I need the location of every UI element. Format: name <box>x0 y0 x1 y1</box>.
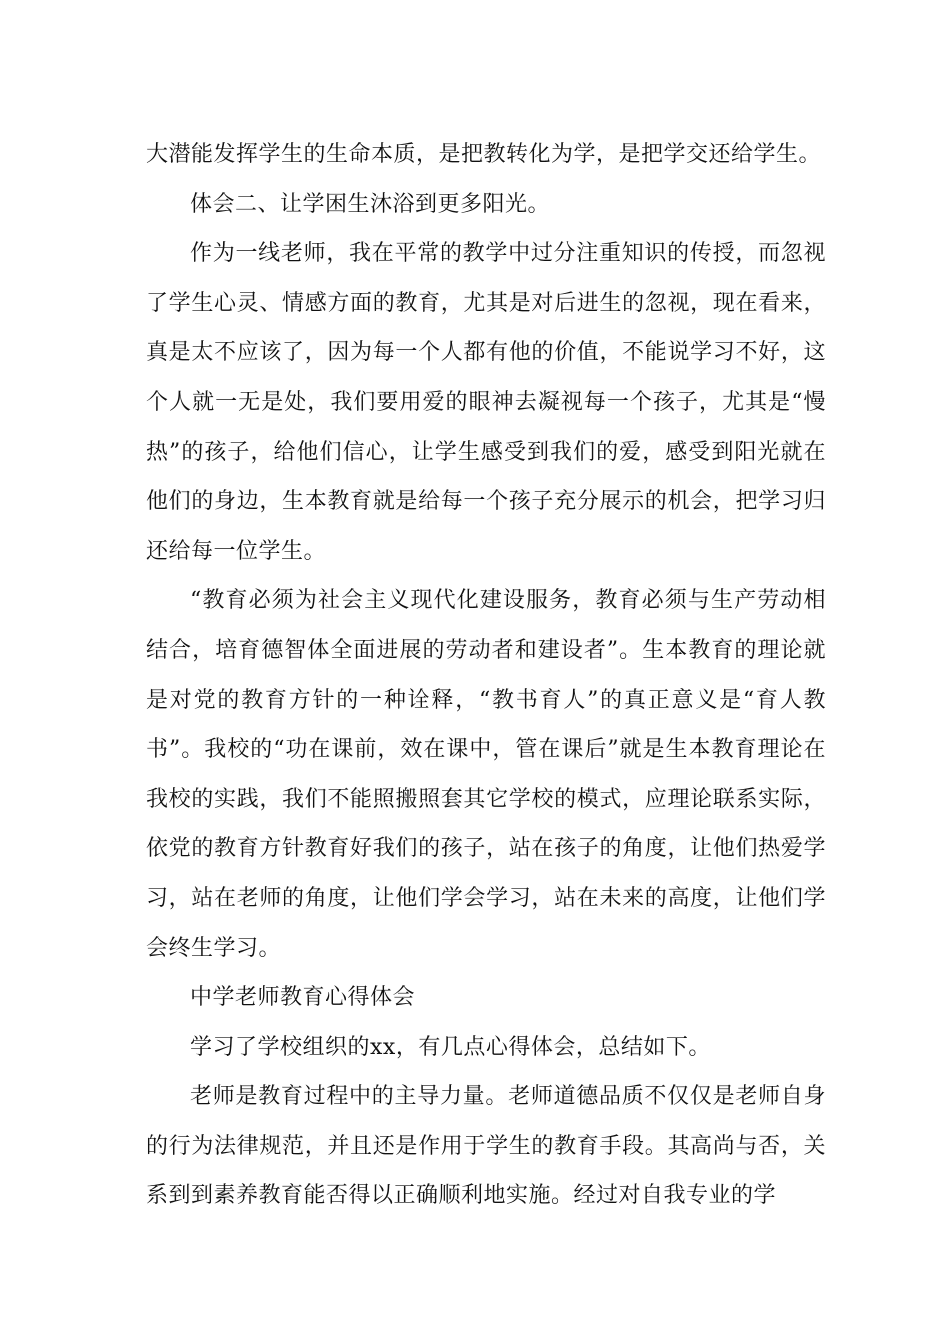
paragraph-intro: 学习了学校组织的xx，有几点心得体会，总结如下。 <box>190 1034 711 1060</box>
section-heading-2: 体会二、让学困生沐浴到更多阳光。 <box>190 191 551 217</box>
paragraph-teacher-reflection: 作为一线老师，我在平常的教学中过分注重知识的传授，而忽视了学生心灵、情感方面的教育，尤其是对后进生的忽视，现在看来，真是太不应该了，因为每一个人都有他的价值，不能说学习不好，这个人就一无是处，我们要用爱的眼神去凝视每一个孩子，尤其是“慢热”的孩子，给他们信心，让学生感受到我们的爱，感受到阳光就在他们的身边，生本教育就是给每一个孩子充分展示的机会，把学习归还给每一位学生。 <box>146 241 826 564</box>
article-title: 中学老师教育心得体会 <box>190 985 416 1011</box>
paragraph-education-policy: “教育必须为社会主义现代化建设服务，教育必须与生产劳动相结合，培育德智体全面进展的劳动者和建设者”。生本教育的理论就是对党的教育方针的一种诠释，“教书育人”的真正意义是“育人教书”。我校的“功在课前，效在课中，管在课后”就是生本教育理论在我校的实践，我们不能照搬照套其它学校的模式，应理论联系实际，依党的教育方针教育好我们的孩子，站在孩子的角度，让他们热爱学习，站在老师的角度，让他们学会学习，站在未来的高度，让他们学会终生学习。 <box>146 588 826 961</box>
paragraph-teacher-role: 老师是教育过程中的主导力量。老师道德品质不仅仅是老师自身的行为法律规范，并且还是作用于学生的教育手段。其高尚与否，关系到到素养教育能否得以正确顺利地实施。经过对自我专业的学 <box>146 1084 826 1209</box>
document-body <box>146 130 826 1221</box>
paragraph-continuation: 大潜能发挥学生的生命本质，是把教转化为学，是把学交还给学生。 <box>146 142 822 167</box>
